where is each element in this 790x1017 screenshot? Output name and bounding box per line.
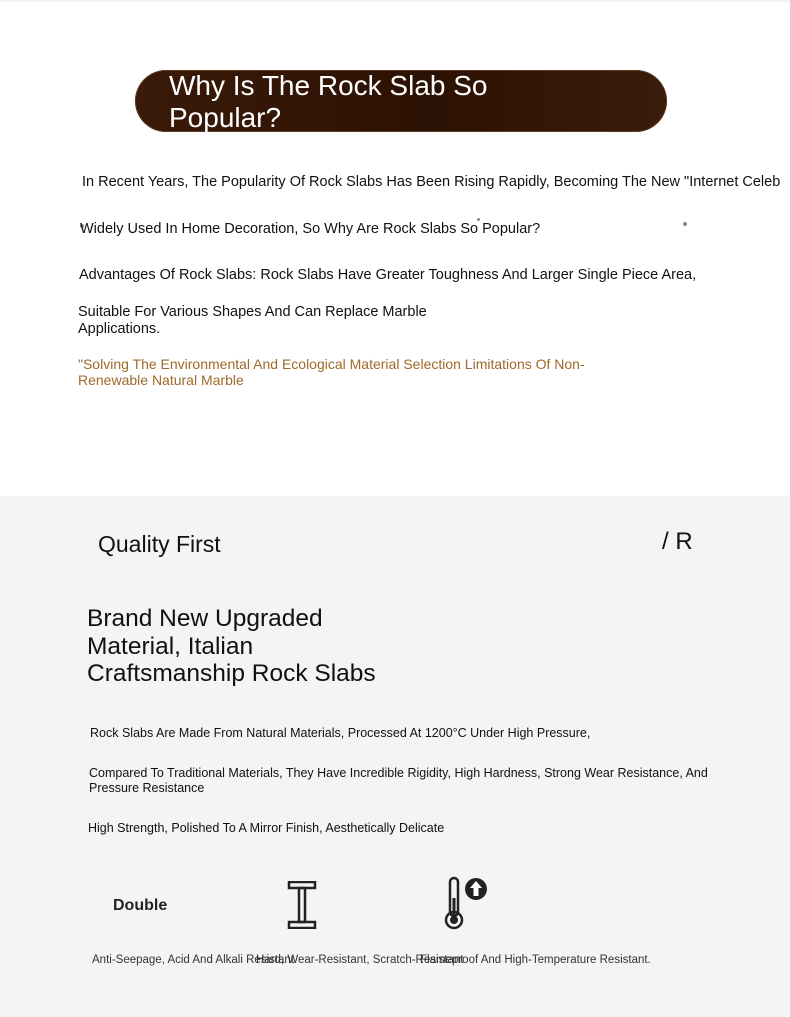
quality-desc-1: Rock Slabs Are Made From Natural Materials, Processed At 1200°C Under High Pressure, [90,726,591,740]
intro-line-4: Suitable For Various Shapes And Can Replace Marble Applications. [78,304,427,337]
intro-line-1: In Recent Years, The Popularity Of Rock Slabs Has Been Rising Rapidly, Becoming The New "Internet Celeb [82,174,781,190]
quality-desc-2: Compared To Traditional Materials, They Have Incredible Rigidity, High Hardness, Strong Wear Resistance, And Pressure Resistance [89,766,708,795]
quality-label: Quality First [98,531,221,557]
thermometer-up-icon [442,876,490,930]
feature-caption-2: Hard, Wear-Resistant, Scratch-Resistant [256,954,464,966]
intro-section [0,0,790,496]
quality-desc-3: High Strength, Polished To A Mirror Finish, Aesthetically Delicate [88,821,445,835]
intro-line-3: Advantages Of Rock Slabs: Rock Slabs Have Greater Toughness And Larger Single Piece Area, [79,267,697,283]
dumbbell-icon [287,881,317,929]
intro-highlight: "Solving The Environmental And Ecological Material Selection Limitations Of Non-Renewable Natural Marble [78,356,585,388]
top-divider [0,0,790,2]
decor-dot [683,222,687,226]
quality-section [0,496,790,1017]
intro-line-2: Widely Used In Home Decoration, So Why Are Rock Slabs So Popular? [80,221,541,237]
feature-caption-3: Flameproof And High-Temperature Resistant. [420,954,651,966]
corner-mark: / R [662,528,693,555]
feature-caption-1: Anti-Seepage, Acid And Alkali Resistant [92,954,295,966]
quality-headline: Brand New Upgraded Material, Italian Craftsmanship Rock Slabs [87,605,376,687]
double-layer-icon: Double [113,897,168,914]
page-title: Why Is The Rock Slab So Popular? [169,70,488,133]
